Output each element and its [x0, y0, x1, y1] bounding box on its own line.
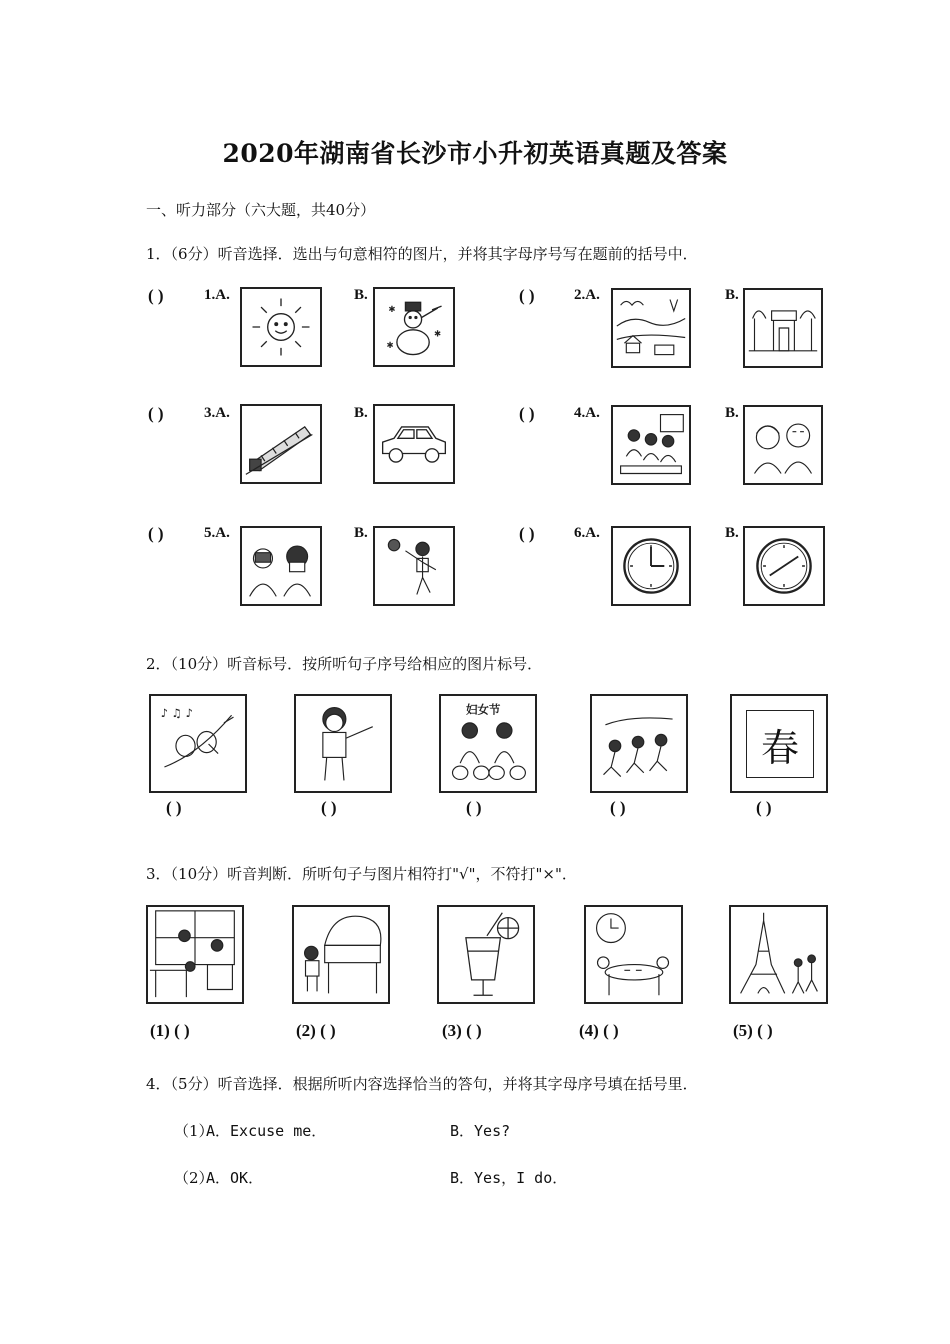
- clock-two-icon: [743, 526, 825, 606]
- q2-blank-3[interactable]: ( ): [466, 798, 482, 817]
- train-icon: [240, 404, 322, 484]
- q4-row-1-option-a[interactable]: A．Excuse me．: [206, 1122, 327, 1140]
- landscape-icon: [611, 288, 691, 368]
- q4-row-2-option-b[interactable]: B．Yes，I do．: [450, 1169, 568, 1187]
- car-icon: [373, 404, 455, 484]
- q3-blank-1[interactable]: (1) ( ): [150, 1021, 190, 1040]
- question-1-stem: 1．（6分）听音选择．选出与句意相符的图片，并将其字母序号写在题前的括号中．: [146, 245, 698, 263]
- section-heading: 一、听力部分（六大题，共40分）: [146, 201, 376, 219]
- q2-blank-4[interactable]: ( ): [610, 798, 626, 817]
- item-4-a-label: 4.A.: [574, 405, 600, 421]
- item-1-a-label: 1.A.: [204, 287, 230, 303]
- answer-blank-2[interactable]: ( ): [519, 286, 535, 305]
- item-3-a-label: 3.A.: [204, 405, 230, 421]
- question-4-stem: 4．（5分）听音选择．根据所听内容选择恰当的答句，并将其字母序号填在括号里．: [146, 1075, 698, 1093]
- answer-blank-5[interactable]: ( ): [148, 524, 164, 543]
- family-icon: [611, 405, 691, 485]
- womens-day-icon: [439, 694, 537, 793]
- svg-text:✱: ✱: [388, 304, 396, 315]
- volleyball-girl-icon: [373, 526, 455, 606]
- item-6-b-label: B.: [725, 525, 739, 541]
- spring-character-icon: [730, 694, 828, 793]
- answer-blank-4[interactable]: ( ): [519, 404, 535, 423]
- cleaning-window-icon: [146, 905, 244, 1004]
- answer-blank-3[interactable]: ( ): [148, 404, 164, 423]
- singing-birds-icon: [149, 694, 247, 793]
- piano-icon: [292, 905, 390, 1004]
- answer-blank-6[interactable]: ( ): [519, 524, 535, 543]
- kids-running-icon: [590, 694, 688, 793]
- q4-row-1-number: （1）: [174, 1122, 214, 1140]
- item-5-a-label: 5.A.: [204, 525, 230, 541]
- item-4-b-label: B.: [725, 405, 739, 421]
- item-1-b-label: B.: [354, 287, 368, 303]
- pointing-boy-icon: [294, 694, 392, 793]
- question-2-stem: 2．（10分）听音标号．按所听句子序号给相应的图片标号．: [146, 655, 543, 673]
- eiffel-tower-icon: [729, 905, 828, 1004]
- grandparents-icon: [743, 405, 823, 485]
- park-gate-icon: [743, 288, 823, 368]
- q2-blank-2[interactable]: ( ): [321, 798, 337, 817]
- svg-text:♪ ♫ ♪: ♪ ♫ ♪: [160, 706, 193, 721]
- q4-row-2-number: （2）: [174, 1169, 214, 1187]
- item-2-b-label: B.: [725, 287, 739, 303]
- svg-text:✱: ✱: [386, 340, 394, 351]
- q4-row-2-option-a[interactable]: A．OK．: [206, 1169, 264, 1187]
- spring-character: 春: [760, 725, 799, 770]
- page-title: 2020年湖南省长沙市小升初英语真题及答案: [222, 139, 728, 168]
- q3-blank-5[interactable]: (5) ( ): [733, 1021, 773, 1040]
- snowman-icon: [373, 287, 455, 367]
- answer-blank-1[interactable]: ( ): [148, 286, 164, 305]
- clock-three-icon: [611, 526, 691, 606]
- svg-text:✱: ✱: [433, 329, 442, 340]
- item-3-b-label: B.: [354, 405, 368, 421]
- sun-icon: [240, 287, 322, 367]
- q3-blank-3[interactable]: (3) ( ): [442, 1021, 482, 1040]
- q2-blank-1[interactable]: ( ): [166, 798, 182, 817]
- womens-day-caption: 妇女节: [465, 702, 501, 717]
- q3-blank-4[interactable]: (4) ( ): [579, 1021, 619, 1040]
- item-5-b-label: B.: [354, 525, 368, 541]
- question-3-stem: 3．（10分）听音判断．所听句子与图片相符打"√"，不符打"×"．: [146, 865, 577, 883]
- item-6-a-label: 6.A.: [574, 525, 600, 541]
- q3-blank-2[interactable]: (2) ( ): [296, 1021, 336, 1040]
- q4-row-1-option-b[interactable]: B．Yes?: [450, 1122, 511, 1140]
- camera-kids-icon: [240, 526, 322, 606]
- q2-blank-5[interactable]: ( ): [756, 798, 772, 817]
- juice-glass-icon: [437, 905, 535, 1004]
- item-2-a-label: 2.A.: [574, 287, 600, 303]
- dinner-table-icon: [584, 905, 683, 1004]
